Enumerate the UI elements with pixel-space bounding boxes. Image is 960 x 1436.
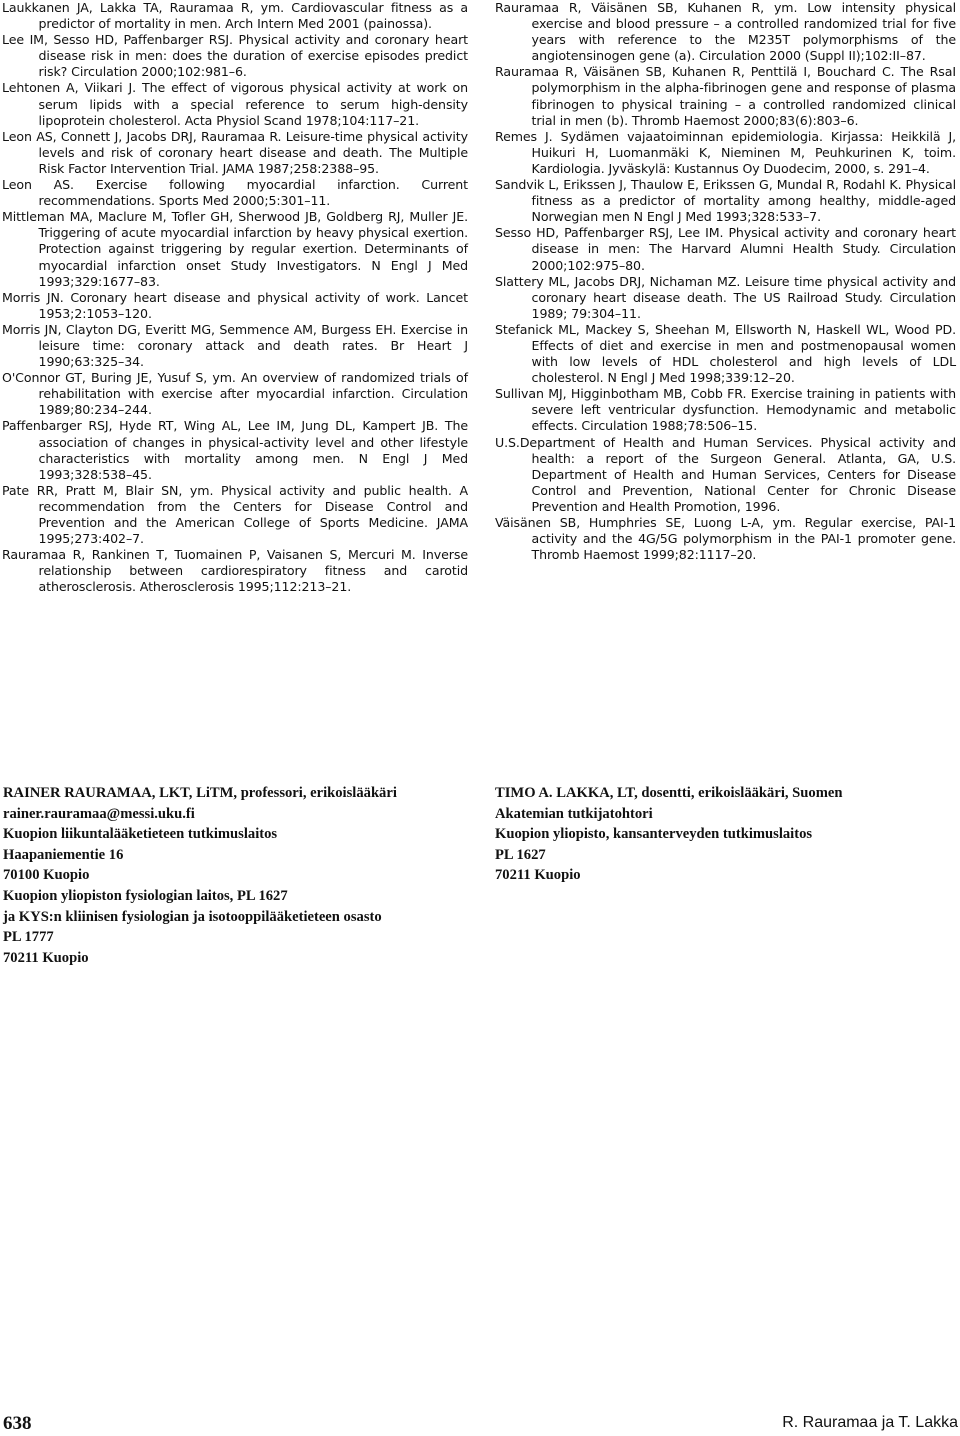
- reference-entry: Morris JN. Coronary heart disease and physical activity of work. Lancet 1953;2:1053–120.: [2, 289, 468, 321]
- author-address-line: PL 1777: [3, 929, 54, 946]
- reference-entry: Rauramaa R, Väisänen SB, Kuhanen R, ym. Low intensity physical exercise and blood pressure – a controlled randomized trial for five years with reference to the M235T polymorphisms of the angiotensinogen gene (a). Circulation 2000 (Suppl II);102:II–87.: [495, 0, 956, 64]
- reference-list-left-column: [2, 0, 468, 595]
- author-address-line: 70211 Kuopio: [495, 867, 581, 884]
- author-name-line: TIMO A. LAKKA, LT, dosentti, erikoislääkäri, Suomen: [495, 785, 843, 801]
- author-address-line: 70100 Kuopio: [3, 867, 90, 884]
- reference-entry: Slattery ML, Jacobs DRJ, Nichaman MZ. Leisure time physical activity and coronary heart disease death. The US Railroad Study. Circulation 1989; 79:304–11.: [495, 273, 956, 321]
- reference-list-right-column: [495, 0, 956, 563]
- reference-entry: O'Connor GT, Buring JE, Yusuf S, ym. An overview of randomized trials of rehabilitation with exercise after myocardial infarction. Circulation 1989;80:234–244.: [2, 370, 468, 418]
- reference-entry: Rauramaa R, Rankinen T, Tuomainen P, Vaisanen S, Mercuri M. Inverse relationship between cardiorespiratory fitness and carotid atherosclerosis. Atherosclerosis 1995;112:213–21.: [2, 547, 468, 595]
- author-name-line: RAINER RAURAMAA, LKT, LiTM, professori, erikoislääkäri: [3, 785, 397, 801]
- author-title-line: Akatemian tutkijatohtori: [495, 805, 653, 822]
- author-address-line: Haapaniementie 16: [3, 846, 124, 863]
- author-affiliation-line: Kuopion yliopisto, kansanterveyden tutkimuslaitos: [495, 826, 813, 843]
- reference-entry: Morris JN, Clayton DG, Everitt MG, Semmence AM, Burgess EH. Exercise in leisure time: coronary attack and death rates. Br Heart J 1990;63:325–34.: [2, 321, 468, 370]
- reference-entry: Sandvik L, Erikssen J, Thaulow E, Erikssen G, Mundal R, Rodahl K. Physical fitness as a predictor of mortality among healthy, middle-aged Norwegian men N Engl J Med 1993;328:533–7.: [495, 177, 956, 225]
- running-footer-authors: R. Rauramaa ja T. Lakka: [782, 1414, 958, 1431]
- reference-entry: U.S.Department of Health and Human Services. Physical activity and health: a report of the Surgeon General. Atlanta, GA, U.S. Department of Health and Human Services, Centers for Disease Control and Prevention, National Center for Chronic Disease Prevention and Health Promotion, 1996.: [495, 434, 956, 514]
- author-address-line: 70211 Kuopio: [3, 949, 89, 966]
- reference-entry: Stefanick ML, Mackey S, Sheehan M, Ellsworth N, Haskell WL, Wood PD. Effects of diet and exercise in men and postmenopausal women with low levels of HDL cholesterol and high levels of LDL cholesterol. N Engl J Med 1998;339:12–20.: [495, 321, 956, 386]
- reference-entry: Leon AS, Connett J, Jacobs DRJ, Rauramaa R. Leisure-time physical activity levels and risk of coronary heart disease and death. The Multiple Risk Factor Intervention Trial. JAMA 1987;258:2388–95.: [2, 128, 468, 176]
- reference-entry: Remes J. Sydämen vajaatoiminnan epidemiologia. Kirjassa: Heikkilä J, Huikuri H, Luomanmäki K, Nieminen M, Peuhkurinen K, toim. Kardiologia. Jyväskylä: Kustannus Oy Duodecim, 2000, s. 291–4.: [495, 128, 956, 176]
- author-email: rainer.rauramaa@messi.uku.fi: [3, 805, 195, 822]
- reference-entry: Rauramaa R, Väisänen SB, Kuhanen R, Penttilä I, Bouchard C. The RsaI polymorphism in the alpha-fibrinogen gene and response of plasma fibrinogen to physical training – a controlled randomized clinical trial in men (b). Thromb Haemost 2000;83(6):803–6.: [495, 64, 956, 128]
- reference-entry: Laukkanen JA, Lakka TA, Rauramaa R, ym. Cardiovascular fitness as a predictor of mortality in men. Arch Intern Med 2001 (painossa).: [2, 0, 468, 32]
- reference-entry: Pate RR, Pratt M, Blair SN, ym. Physical activity and public health. A recommendation from the Centers for Disease Control and Prevention and the American College of Sports Medicine. JAMA 1995;273:402–7.: [2, 482, 468, 547]
- author-address-line: PL 1627: [495, 846, 546, 863]
- reference-entry: Väisänen SB, Humphries SE, Luong L-A, ym. Regular exercise, PAI-1 activity and the 4G/5G polymorphism in the PAI-1 promoter gene. Thromb Haemost 1999;82:1117–20.: [495, 515, 956, 563]
- reference-entry: Mittleman MA, Maclure M, Tofler GH, Sherwood JB, Goldberg RJ, Muller JE. Triggering of acute myocardial infarction by heavy physical exertion. Protection against triggering by regular exertion. Determinants of myocardial infarction onset Study Investigators. N Engl J Med 1993;329:1677–83.: [2, 209, 468, 289]
- reference-entry: Leon AS. Exercise following myocardial infarction. Current recommendations. Sports Med 2000;5:301–11.: [2, 177, 468, 209]
- reference-entry: Sesso HD, Paffenbarger RSJ, Lee IM. Physical activity and coronary heart disease in men: The Harvard Alumni Health Study. Circulation 2000;102:975–80.: [495, 225, 956, 273]
- reference-entry: Paffenbarger RSJ, Hyde RT, Wing AL, Lee IM, Jung DL, Kampert JB. The association of changes in physical-activity level and other lifestyle characteristics with mortality among men. N Engl J Med 1993;328:538–45.: [2, 418, 468, 482]
- reference-entry: Sullivan MJ, Higginbotham MB, Cobb FR. Exercise training in patients with severe left ventricular dysfunction. Hemodynamic and metabolic effects. Circulation 1988;78:506–15.: [495, 386, 956, 434]
- author-affiliation-line: Kuopion liikuntalääketieteen tutkimuslaitos: [3, 826, 278, 843]
- page-number: 638: [3, 1413, 32, 1434]
- reference-entry: Lee IM, Sesso HD, Paffenbarger RSJ. Physical activity and coronary heart disease risk in men: does the duration of exercise episodes predict risk? Circulation 2000;102:981–6.: [2, 32, 468, 80]
- author-affiliation-line: Kuopion yliopiston fysiologian laitos, PL 1627: [3, 887, 288, 904]
- author-info-rauramaa: [3, 783, 473, 968]
- reference-entry: Lehtonen A, Viikari J. The effect of vigorous physical activity at work on serum lipids with a special reference to serum high-density lipoprotein cholesterol. Acta Physiol Scand 1978;104:117–21.: [2, 80, 468, 128]
- author-affiliation-line: ja KYS:n kliinisen fysiologian ja isotooppilääketieteen osasto: [3, 908, 382, 925]
- author-info-lakka: [495, 783, 955, 886]
